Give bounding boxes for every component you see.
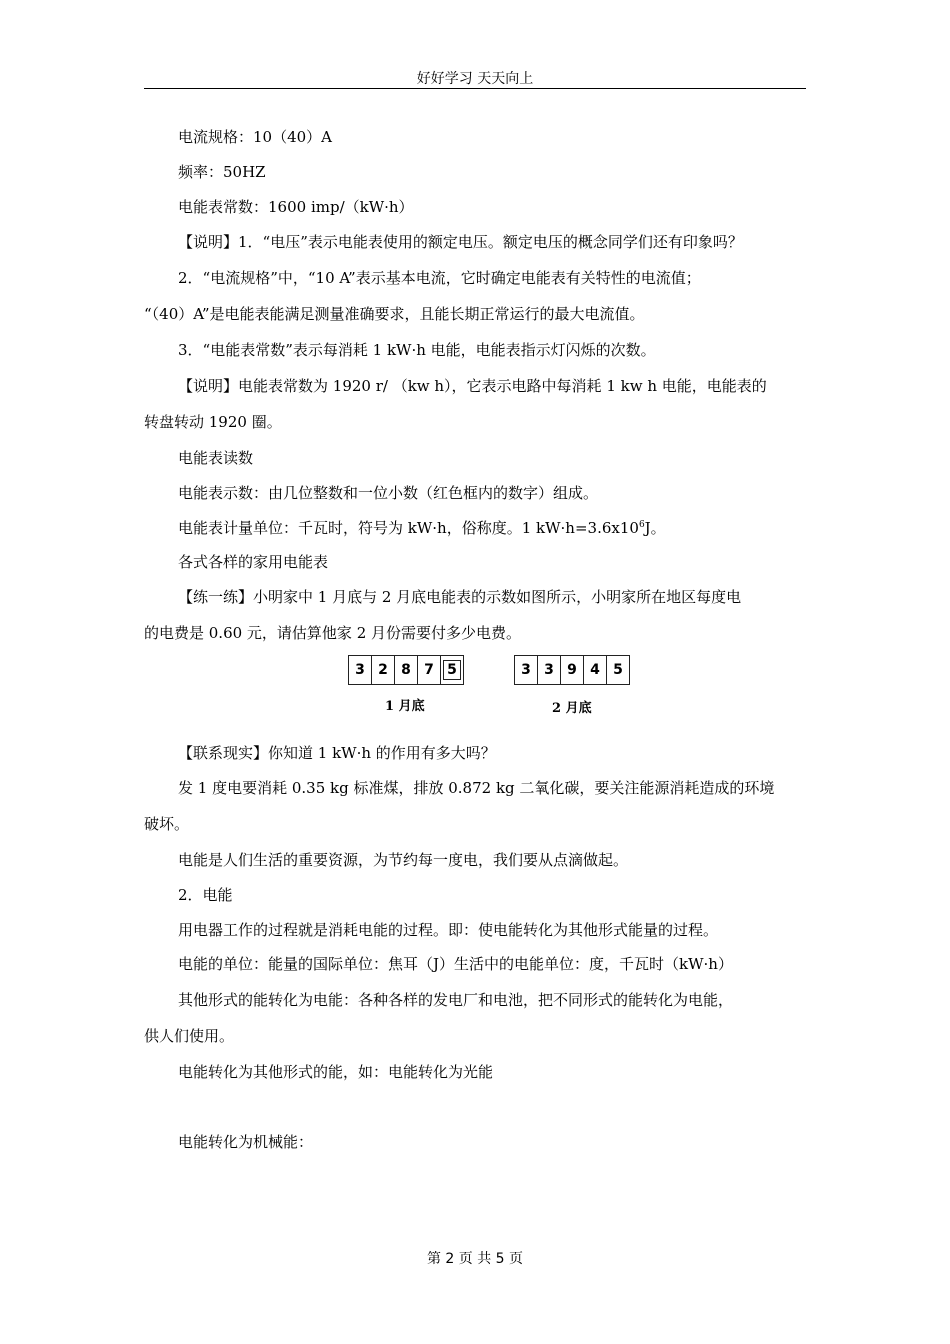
meter-digit-text: 5 xyxy=(443,660,461,680)
text-line: 破坏。 xyxy=(144,815,190,833)
page-footer: 第 2 页 共 5 页 xyxy=(426,1251,524,1267)
meter-decimal-digit xyxy=(441,656,463,684)
text-line: 【练一练】小明家中 1 月底与 2 月底电能表的示数如图所示，小明家所在地区每度电 xyxy=(178,588,742,606)
meter-digit: 9 xyxy=(561,656,584,684)
text-line: 【说明】电能表常数为 1920 r/ （kw h），它表示电路中每消耗 1 kw h 电能，电能表的 xyxy=(178,377,767,395)
meter-digit: 4 xyxy=(584,656,607,684)
meter-digit: 7 xyxy=(418,656,441,684)
text-line: 电能表常数：1600 imp/（kW·h） xyxy=(178,198,414,216)
text-span: J。 xyxy=(644,519,666,537)
meter-digit: 8 xyxy=(395,656,418,684)
meter-digit: 2 xyxy=(372,656,395,684)
text-line: 【联系现实】你知道 1 kW·h 的作用有多大吗？ xyxy=(178,744,496,762)
text-line: 【说明】1．“电压”表示电能表使用的额定电压。额定电压的概念同学们还有印象吗？ xyxy=(178,233,743,251)
section-heading: 电能表读数 xyxy=(178,449,254,467)
text-line: 供人们使用。 xyxy=(144,1027,235,1045)
meter-jan-caption: 1 月底 xyxy=(385,699,425,714)
text-span: 电能表计量单位：千瓦时，符号为 kW·h，俗称度。1 kW·h=3.6x10 xyxy=(178,519,639,537)
text-line: 电能是人们生活的重要资源，为节约每一度电，我们要从点滴做起。 xyxy=(178,851,629,869)
section-heading: 2．电能 xyxy=(178,886,233,904)
text-line: 电能转化为其他形式的能，如：电能转化为光能 xyxy=(178,1063,494,1081)
meter-feb-caption: 2 月底 xyxy=(552,701,592,716)
superscript: 6 xyxy=(638,520,645,530)
text-line: 发 1 度电要消耗 0.35 kg 标准煤，排放 0.872 kg 二氧化碳，要关注能源消耗造成的环境 xyxy=(178,779,775,797)
text-line: 电能的单位：能量的国际单位：焦耳（J）生活中的电能单位：度，千瓦时（kW·h） xyxy=(178,955,733,973)
text-line: 电能转化为机械能： xyxy=(178,1133,314,1151)
text-line: 3．“电能表常数”表示每消耗 1 kW·h 电能，电能表指示灯闪烁的次数。 xyxy=(178,341,656,359)
text-line: 电能表示数：由几位整数和一位小数（红色框内的数字）组成。 xyxy=(178,484,599,502)
text-line xyxy=(178,518,666,538)
text-line: “（40）A”是电能表能满足测量准确要求，且能长期正常运行的最大电流值。 xyxy=(144,305,645,323)
text-line: 转盘转动 1920 圈。 xyxy=(144,413,282,431)
meter-digit: 3 xyxy=(538,656,561,684)
text-line: 频率：50HZ xyxy=(178,163,266,181)
meter-jan xyxy=(348,655,464,685)
meter-digit: 5 xyxy=(613,662,623,678)
meter-digit: 3 xyxy=(515,656,538,684)
text-line: 电流规格：10（40）A xyxy=(178,128,333,146)
text-line: 2．“电流规格”中，“10 A”表示基本电流，它时确定电能表有关特性的电流值； xyxy=(178,269,701,287)
meter-feb xyxy=(514,655,630,685)
text-line: 用电器工作的过程就是消耗电能的过程。即：使电能转化为其他形式能量的过程。 xyxy=(178,921,719,939)
header-rule xyxy=(144,88,806,89)
text-line: 其他形式的能转化为电能：各种各样的发电厂和电池，把不同形式的能转化为电能， xyxy=(178,991,734,1009)
text-line: 的电费是 0.60 元，请估算他家 2 月份需要付多少电费。 xyxy=(144,624,522,642)
page-header: 好好学习 天天向上 xyxy=(416,71,534,87)
text-line: 各式各样的家用电能表 xyxy=(178,553,329,571)
meter-digit: 3 xyxy=(349,656,372,684)
